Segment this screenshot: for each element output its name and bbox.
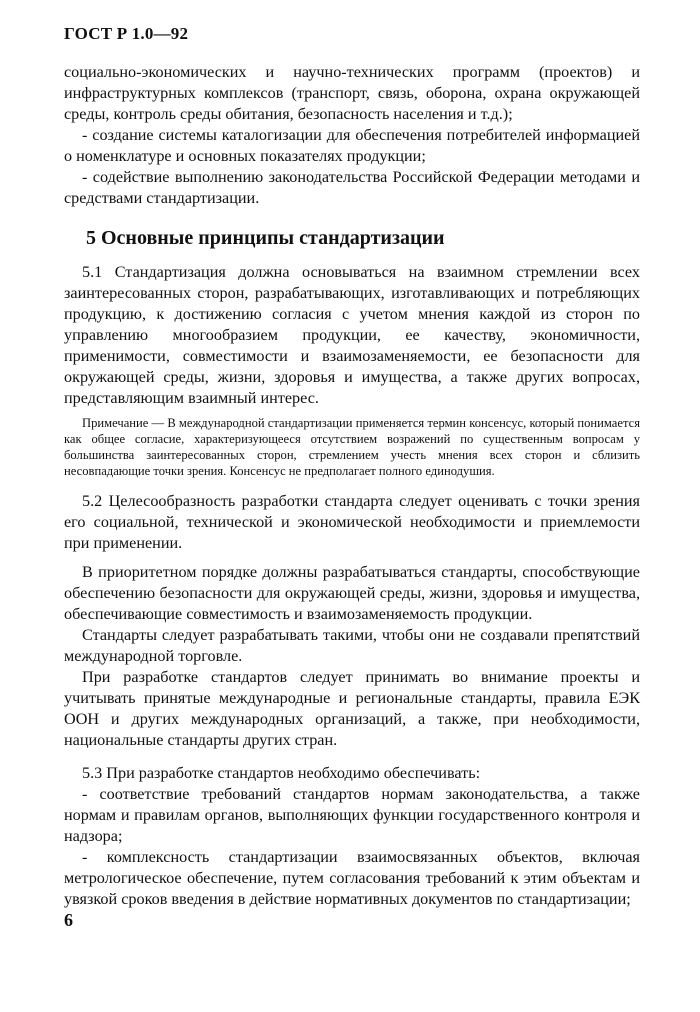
clause-5-2-international: При разработке стандартов следует принимать во внимание проекты и учитывать принятые международные и региональные стандарты, правила ЕЭК ООН и других международных организаций, а также, при необходимости, национальные стандарты других стран. [64,668,640,749]
clause-5-2: 5.2 Целесообразность разработки стандарта следует оценивать с точки зрения его социальной, технической и экономической необходимости и приемлемости при применении. [64,492,640,552]
note-consensus: Примечание — В международной стандартизации применяется термин консенсус, который понимается как общее согласие, характеризующееся отсутствием возражений по существенным вопросам у большинства заинтересованных сторон, стремлением учесть мнения всех сторон и сблизить несовпадающие точки зрения. Консенсус не предполагает полного единодушия. [64,416,640,478]
clause-5-3-complexity: - комплексность стандартизации взаимосвязанных объектов, включая метрологическое обеспечение, путем согласования требований к этим объектам и увязкой сроков введения в действие нормативных документов по стандартизации; [64,848,640,908]
clause-5-3: 5.3 При разработке стандартов необходимо обеспечивать: [82,764,481,782]
document-code-header: ГОСТ Р 1.0—92 [64,24,189,43]
paragraph-legislation-support: - содействие выполнению законодательства Российской Федерации методами и средствами стандартизации. [64,168,640,207]
clause-5-1: 5.1 Стандартизация должна основываться на взаимном стремлении всех заинтересованных сторон, разрабатывающих, изготавливающих и потребляющих продукцию, к достижению согласия с учетом мнения каждой из сторон по управлению многообразием продукции, ее качеству, экономичности, применимости, совместимости и взаимозаменяемости, ее безопасности для окружающей среды, жизни, здоровья и имущества, а также других вопросах, представляющим взаимный интерес. [64,263,640,407]
paragraph-programs: социально-экономических и научно-технических программ (проектов) и инфраструктурных комплексов (транспорт, связь, оборона, охрана окружающей среды, контроль среды обитания, безопасность населения и т.д.); [64,63,640,123]
clause-5-2-trade: Стандарты следует разрабатывать такими, чтобы они не создавали препятствий международной торговле. [64,626,640,665]
page-number: 6 [64,910,73,930]
clause-5-2-priority: В приоритетном порядке должны разрабатываться стандарты, способствующие обеспечению безопасности для окружающей среды, жизни, здоровья и имущества, обеспечивающие совместимость и взаимозаменяемость продукции. [64,563,640,623]
section-heading: 5 Основные принципы стандартизации [86,227,445,249]
clause-5-3-compliance: - соответствие требований стандартов нормам законодательства, а также нормам и правилам органов, выполняющих функции государственного контроля и надзора; [64,785,640,845]
paragraph-catalog-system: - создание системы каталогизации для обеспечения потребителей информацией о номенклатуре и основных показателях продукции; [64,126,640,165]
